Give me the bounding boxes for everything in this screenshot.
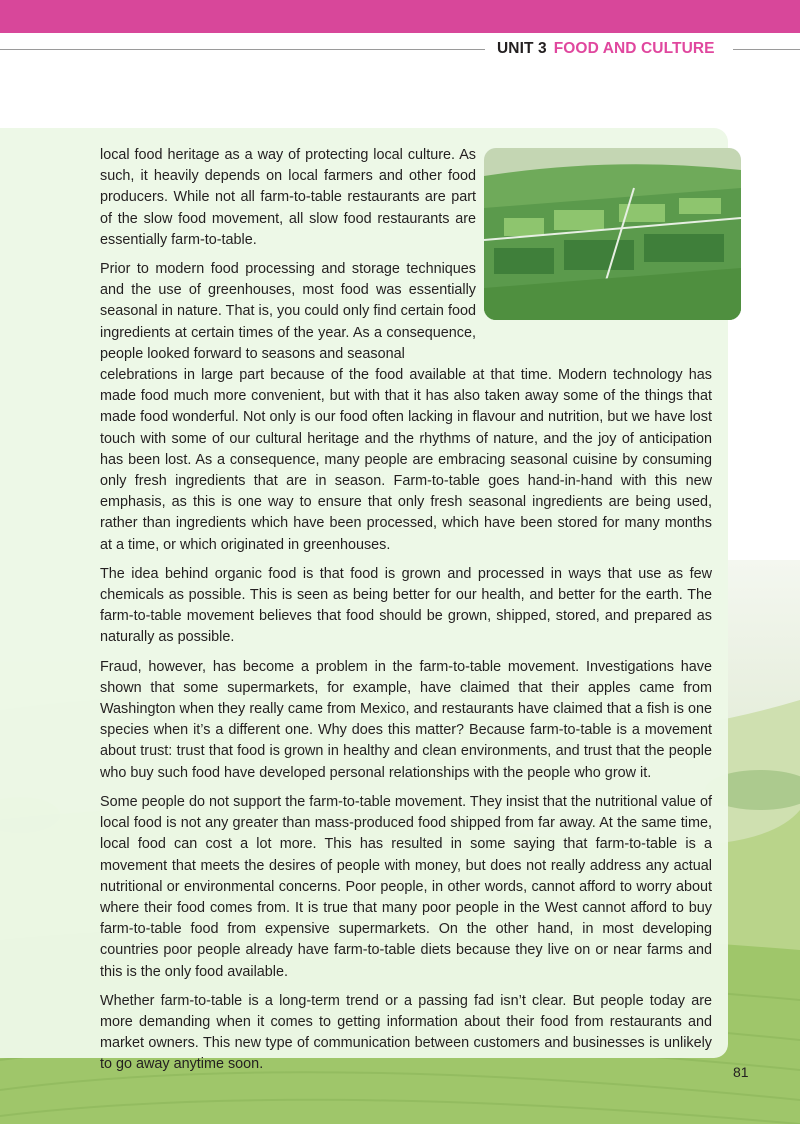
page-number: 81 — [733, 1064, 749, 1080]
running-header — [497, 40, 715, 60]
unit-label: UNIT 3 — [497, 40, 547, 57]
paragraph-5: Some people do not support the farm-to-table movement. They insist that the nutritional value of local food is not any greater than mass-produced food shipped from far away. At the same time, local food can cost a lot more. This has resulted in some saying that farm-to-table is a movement that meets the desires of people with money, but does not really address any actual nutritional or environmental concerns. Poor people, in other words, cannot afford to worry about where their food comes from. It is true that many poor people in the West cannot afford to buy farm-to-table food from expensive supermarkets. On the other hand, in most developing countries poor people already have farm-to-table diets because they live on or near farms and this is the only food available. — [100, 793, 712, 980]
header-rule-right — [733, 49, 800, 50]
header-rule-left — [0, 49, 485, 50]
paragraph-2-rest: celebrations in large part because of the food available at that time. Modern technology has made food much more convenient, but with that it has also taken away some of the things that made food wonderful. Not only is our food often lacking in flavour and nutrition, but we have lost touch with some of our cultural heritage and the rhythms of nature, and the joy of anticipation has been lost. As a consequence, many people are embracing seasonal cuisine by consuming only fresh ingredients that are in season. Farm-to-table goes hand-in-hand with this new emphasis, as this is one way to ensure that only fresh seasonal ingredients are being used, rather than ingredients which have been processed, which have been stored for many months at a time, or which originated in greenhouses. — [100, 367, 712, 553]
paragraph-2 — [100, 259, 712, 556]
body-text — [100, 145, 712, 1084]
paragraph-3: The idea behind organic food is that food is grown and processed in ways that use as few chemicals as possible. This is seen as being better for our health, and better for the earth. The farm-to-table movement believes that food should be grown, shipped, stored, and prepared as naturally as possible. — [100, 565, 712, 646]
paragraph-1: local food heritage as a way of protecting local culture. As such, it heavily depends on local farmers and other food producers. While not all farm-to-table restaurants are part of the slow food movement, all slow food restaurants are essentially farm-to-table. — [100, 147, 476, 248]
paragraph-4: Fraud, however, has become a problem in the farm-to-table movement. Investigations have shown that some supermarkets, for example, have claimed that their apples came from Washington when they really came from Mexico, and restaurants have claimed that a fish is one species when it’s a different one. Why does this matter? Because farm-to-table is a movement about trust: trust that food is grown in healthy and clean environments, and trust that the people who buy such food have developed personal relationships with the people who grow it. — [100, 658, 712, 781]
paragraph-6: Whether farm-to-table is a long-term trend or a passing fad isn’t clear. But people today are more demanding when it comes to getting information about their food from restaurants and market owners. This new type of communication between customers and businesses is unlikely to go away anytime soon. — [100, 992, 712, 1073]
header-band — [0, 0, 800, 33]
paragraph-2-wrapped: Prior to modern food processing and storage techniques and the use of greenhouses, most food was essentially seasonal in nature. That is, you could only find certain food ingredients at certain times of the year. As a consequence, people looked forward to seasons and seasonal — [100, 261, 476, 362]
unit-topic: FOOD AND CULTURE — [553, 40, 715, 57]
